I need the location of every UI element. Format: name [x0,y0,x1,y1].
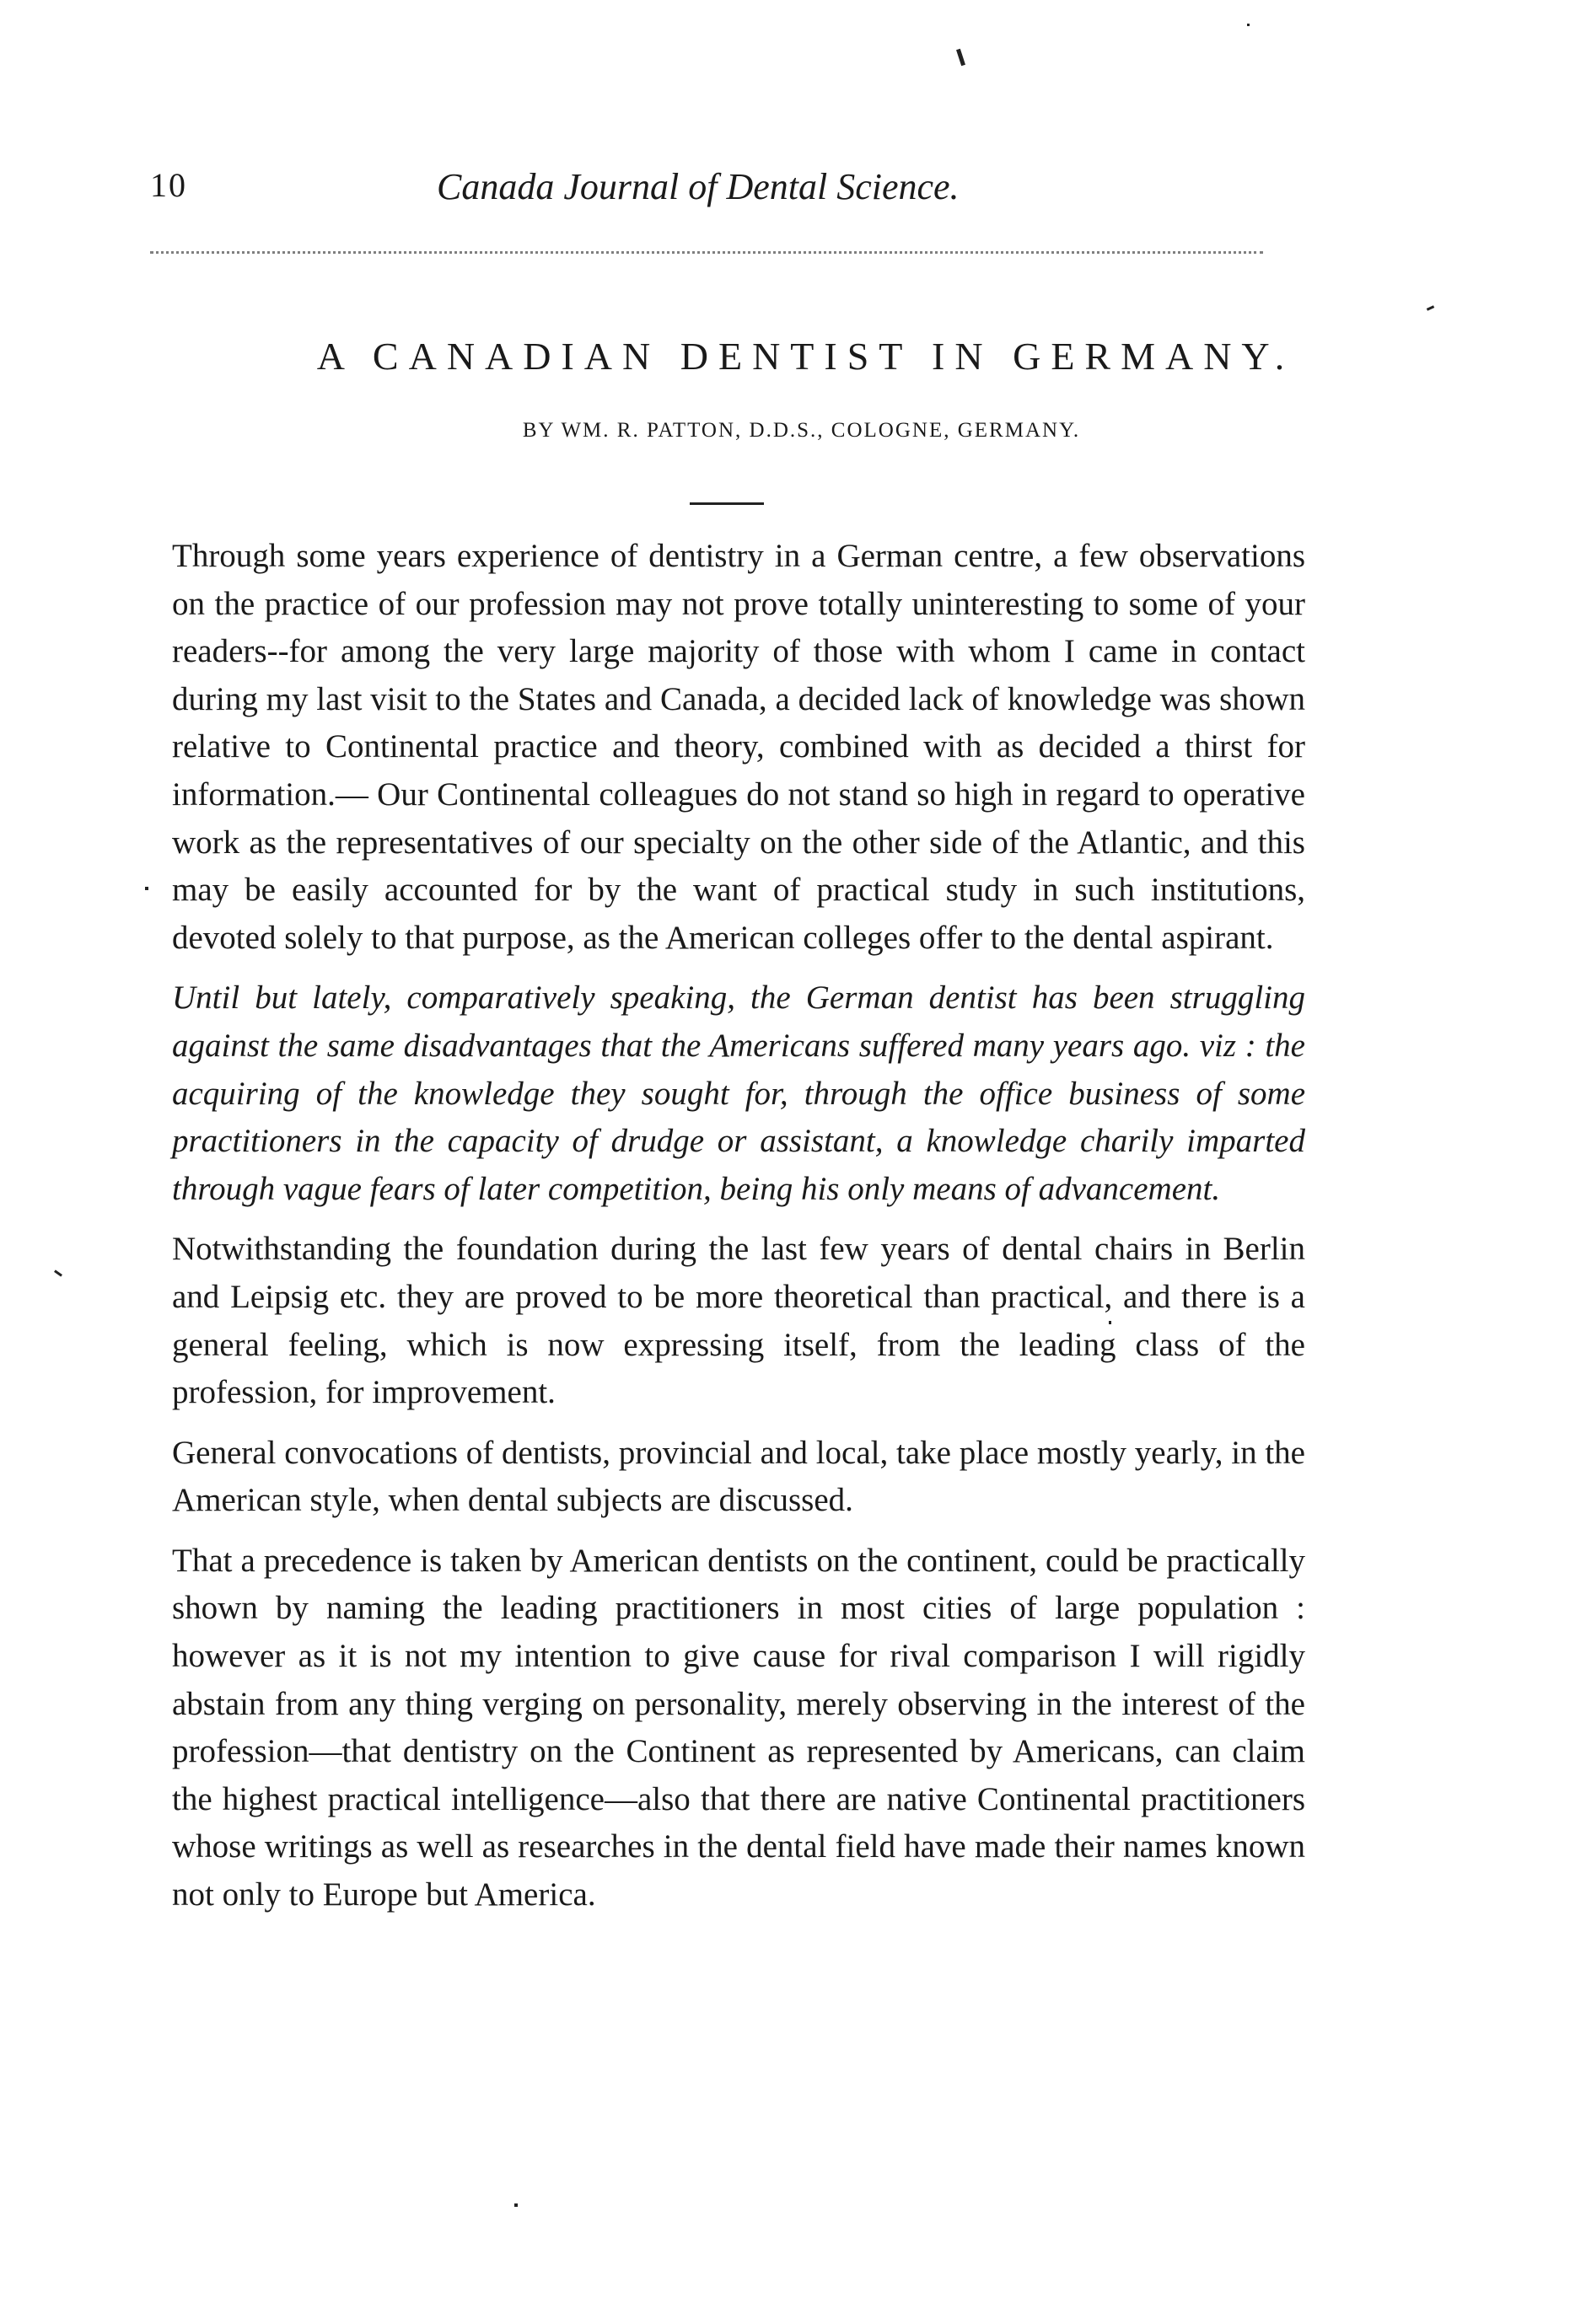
header-rule [150,251,1263,254]
scan-mark [514,2203,518,2207]
scan-mark [145,887,148,890]
article-title: A CANADIAN DENTIST IN GERMANY. [316,335,1295,378]
paragraph: Through some years experience of dentistry in a German centre, a few observations on the practice of our profession may not prove totally uninteresting to some of your readers--for among the very large majority of those with whom I came in contact during my last visit to the States and Canada, a decided lack of knowledge was shown relative to Continental practice and theory, combined with as decided a thirst for information.— Our Continental colleagues do not stand so high in regard to operative work as the representatives of our specialty on the other side of the Atlantic, and this may be easily accounted for by the want of practical study in such institutions, devoted solely to that purpose, as the American colleges offer to the dental aspirant. [172,538,1305,956]
paragraph: General convocations of dentists, provincial and local, take place mostly yearly, in the American style, when dental subjects are discussed. [172,1434,1305,1519]
paragraph: Until but lately, comparatively speaking, the German dentist has been struggling against the same disadvantages that the Americans suffered many years ago. viz : the acquiring of the knowledge they sought for, through the office business of some practitioners in the capacity of drudge or assistant, a knowledge charily imparted through vague fears of later competition, being his only means of advancement. [172,980,1305,1207]
scan-mark [956,49,965,67]
running-header [150,165,1263,216]
byline: BY WM. R. PATTON, D.D.S., COLOGNE, GERMANY. [522,419,1081,442]
page-number: 10 [150,166,187,204]
paragraph: That a precedence is taken by American dentists on the continent, could be practically shown by naming the leading practitioners in most cities of large population : however as it is not my intention to give cause for rival comparison I will rigidly abstain from any thing verging on personality, merely observing in the interest of the profession—that dentistry on the Continent as represented by Americans, can claim the highest practical intelligence—also that there are native Continental practitioners whose writings as well as researches in the dental field have made their names known not only to Europe but America. [172,1542,1305,1913]
scan-mark [1427,305,1434,311]
title-rule [690,502,764,505]
scan-mark [54,1269,62,1276]
journal-title: Canada Journal of Dental Science. [437,166,960,207]
paragraph: Notwithstanding the foundation during the last few years of dental chairs in Berlin and Leipsig etc. they are proved to be more theoretical than practical, and there is a general feeling, which is now expressing itself, from the leading class of the profession, for improvement. [172,1231,1305,1411]
article-body [172,533,1305,1932]
scan-mark [1247,24,1250,26]
